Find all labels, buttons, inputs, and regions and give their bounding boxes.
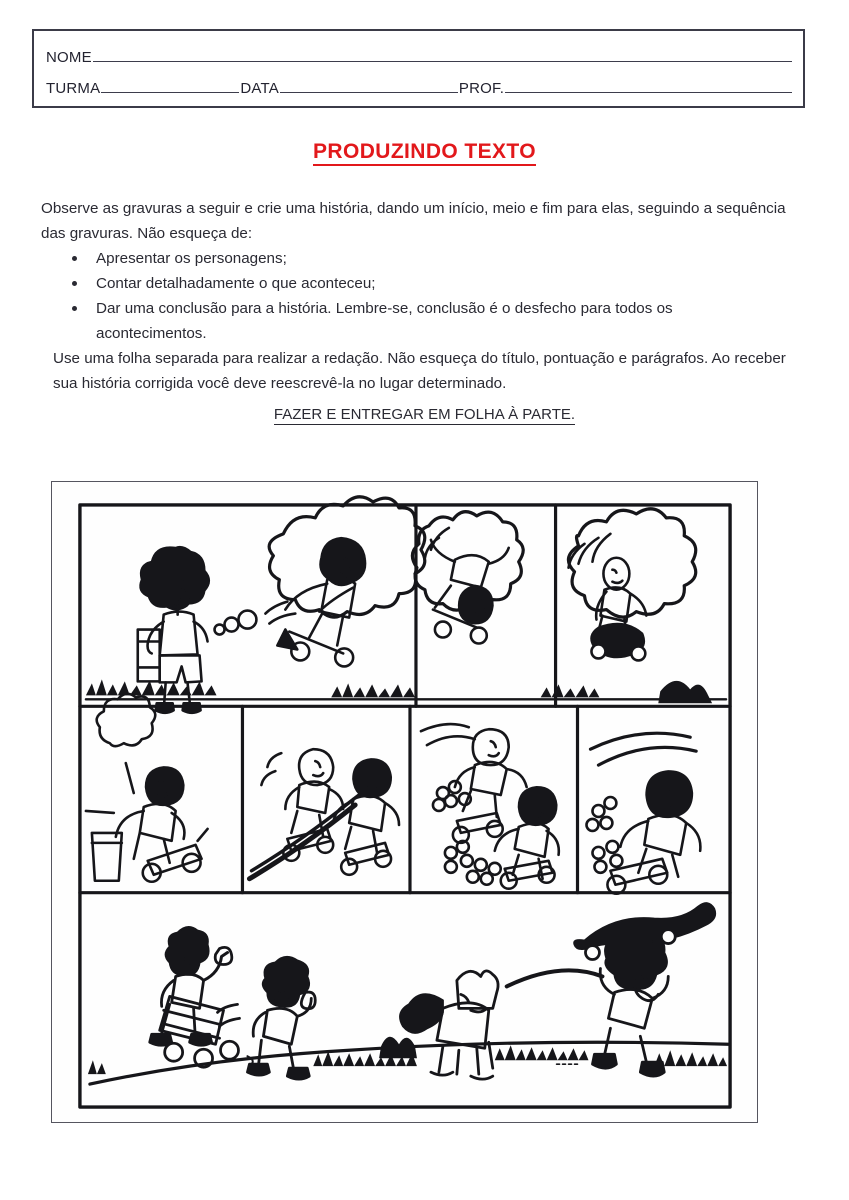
list-item-label: Apresentar os personagens; <box>96 250 287 267</box>
teacher-field-input[interactable] <box>505 79 792 93</box>
bullet-dot-icon <box>72 281 77 286</box>
date-field-input[interactable] <box>280 79 458 93</box>
comic-strip-drawing <box>52 482 757 1122</box>
instructions-closing: Use uma folha separada para realizar a redação. Não esqueça do título, pontuação e parágrafos. Ao receber sua história corrigida você deve reescrevê-la no lugar determinado. <box>53 350 786 392</box>
list-item <box>41 271 786 296</box>
page-title-text: PRODUZINDO TEXTO <box>313 140 536 166</box>
list-item-label: Contar detalhadamente o que aconteceu; <box>96 275 376 292</box>
date-field-label: DATA <box>240 80 279 97</box>
list-item <box>41 246 786 271</box>
comic-strip-figure <box>51 481 758 1123</box>
submission-note-text: FAZER E ENTREGAR EM FOLHA À PARTE. <box>273 406 576 423</box>
list-item-label: Dar uma conclusão para a história. Lembre-se, conclusão é o desfecho para todos os acontecimentos. <box>96 300 673 342</box>
teacher-field-label: PROF. <box>458 80 505 97</box>
instructions-bullet-list <box>41 246 786 346</box>
bullet-dot-icon <box>72 256 77 261</box>
class-date-teacher-field-row <box>46 79 793 97</box>
instructions-intro: Observe as gravuras a seguir e crie uma história, dando um início, meio e fim para elas, seguindo a sequência das gravuras. Não esqueça de: <box>41 200 786 242</box>
student-identification-box <box>32 29 805 108</box>
bullet-dot-icon <box>72 306 77 311</box>
list-item <box>41 296 786 346</box>
name-field-label: NOME <box>46 49 92 66</box>
submission-note <box>0 406 849 423</box>
class-field-input[interactable] <box>101 79 239 93</box>
name-field-row <box>46 48 793 66</box>
name-field-input[interactable] <box>93 48 792 62</box>
instructions-block <box>41 196 786 396</box>
page-title <box>0 140 849 164</box>
class-field-label: TURMA <box>46 80 101 97</box>
